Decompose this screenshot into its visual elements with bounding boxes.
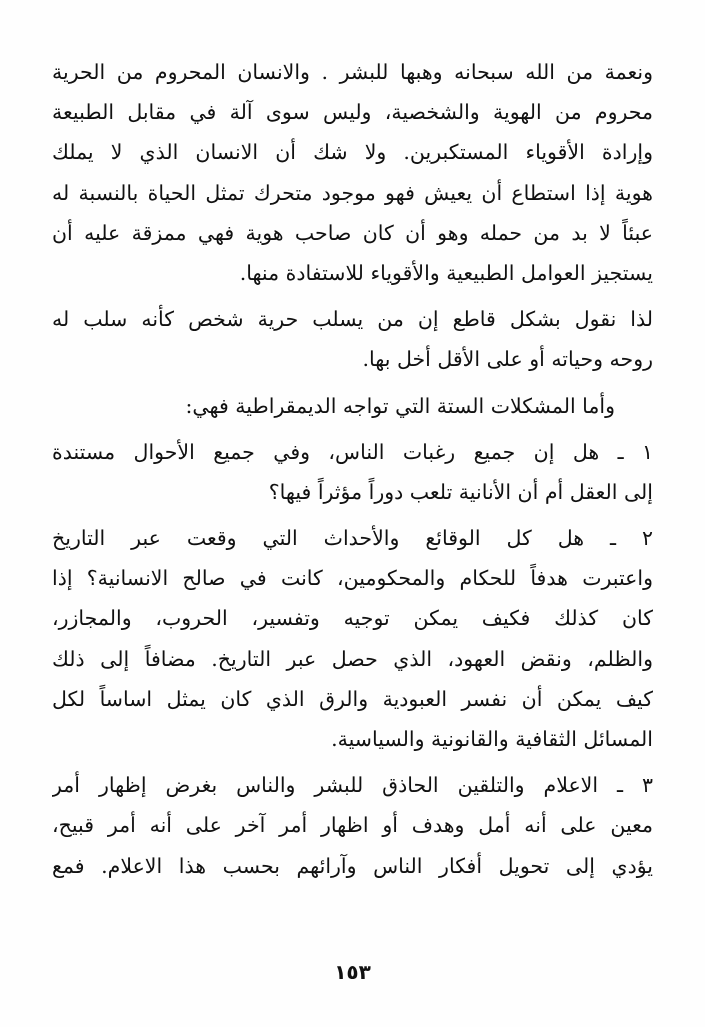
text-line: معين على أنه أمل وهدف أو اظهار أمر آخر على أنه أمر قبيح، [52, 813, 653, 838]
page-body [52, 52, 653, 886]
text-line: ١ ـ هل إن جميع رغبات الناس، وفي جميع الأحوال مستندة [52, 439, 653, 464]
page-number: ١٥٣ [334, 960, 371, 984]
text-line: يستجيز العوامل الطبيعية والأقوياء للاستفادة منها. [239, 260, 653, 285]
text-line: ٣ ـ الاعلام والتلقين الحاذق للبشر والناس بغرض إظهار أمر [52, 773, 653, 798]
text-line: وإرادة الأقوياء المستكبرين. ولا شك أن الانسان الذي لا يملك [52, 140, 653, 165]
text-line: وأما المشكلات الستة التي تواجه الديمقراطية فهي: [185, 393, 615, 418]
text-line: والظلم، ونقض العهود، الذي حصل عبر التاريخ. مضافاً إلى ذلك [52, 646, 653, 671]
text-line: ونعمة من الله سبحانه وهبها للبشر . والانسان المحروم من الحرية [52, 60, 653, 84]
text-line: محروم من الهوية والشخصية، وليس سوى آلة في مقابل الطبيعة [52, 100, 653, 125]
paragraph [52, 765, 653, 886]
text-line: إلى العقل أم أن الأنانية تلعب دوراً مؤثراً فيها؟ [268, 479, 653, 504]
text-line: لذا نقول بشكل قاطع إن من يسلب حرية شخص كأنه سلب له [52, 307, 653, 332]
text-line: المسائل الثقافية والقانونية والسياسية. [331, 727, 653, 751]
text-line: روحه وحياته أو على الأقل أخل بها. [362, 347, 653, 372]
paragraph [52, 518, 653, 759]
paragraph [52, 386, 653, 426]
text-line: كيف يمكن أن نفسر العبودية والرق الذي كان يمثل اساساً لكل [52, 686, 653, 711]
text-line: ٢ ـ هل كل الوقائع والأحداث التي وقعت عبر التاريخ [52, 526, 653, 551]
paragraph [52, 299, 653, 379]
text-line: يؤدي إلى تحويل أفكار الناس وآرائهم بحسب هذا الاعلام. فمع [52, 853, 653, 878]
text-line: كان كذلك فكيف يمكن توجيه وتفسير، الحروب، والمجازر، [52, 606, 653, 631]
text-line: هوية إذا استطاع أن يعيش فهو موجود متحرك تمثل الحياة بالنسبة له [52, 180, 653, 205]
paragraph [52, 52, 653, 293]
text-line: عبئاً لا بد من حمله وهو أن كان صاحب هوية فهي ممزقة عليه أن [52, 220, 653, 245]
text-line: واعتبرت هدفاً للحكام والمحكومين، كانت في صالح الانسانية؟ إذا [52, 566, 653, 591]
paragraph [52, 432, 653, 512]
